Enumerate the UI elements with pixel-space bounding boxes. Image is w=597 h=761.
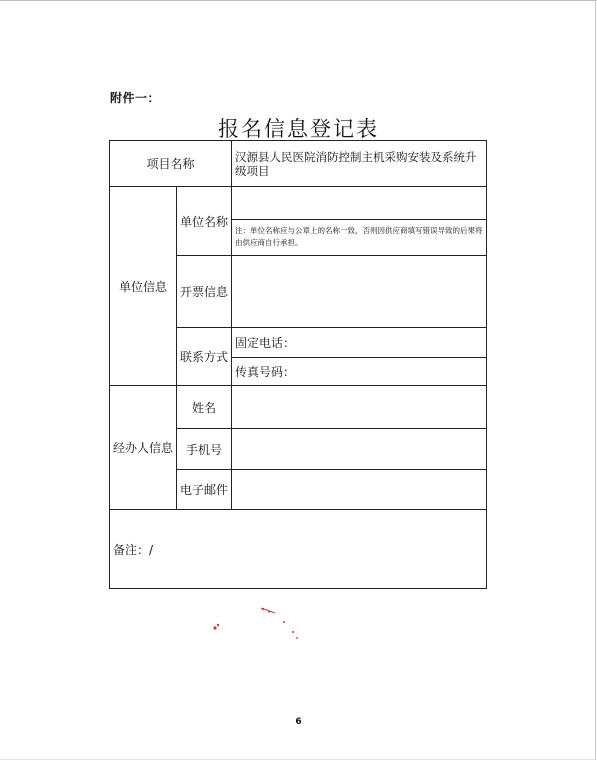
contact-label: 联系方式: [176, 327, 232, 386]
invoice-info-label: 开票信息: [176, 255, 232, 328]
agent-name-field[interactable]: [231, 385, 487, 429]
agent-info-label: 经办人信息: [109, 385, 177, 510]
remark-field[interactable]: 备注：/: [109, 509, 487, 589]
unit-name-field[interactable]: [231, 186, 487, 220]
project-name-value[interactable]: 汉源县人民医院消防控制主机采购安装及系统升级项目: [231, 140, 487, 187]
agent-name-label: 姓名: [176, 385, 232, 429]
mobile-label: 手机号: [176, 428, 232, 470]
phone-field[interactable]: 固定电话：: [231, 327, 487, 358]
unit-name-label: 单位名称: [176, 186, 232, 256]
form-title: 报名信息登记表: [218, 117, 379, 141]
attachment-label: 附件一：: [110, 91, 161, 105]
mobile-field[interactable]: [231, 428, 487, 470]
stamp-fragment: [205, 600, 305, 650]
invoice-info-field[interactable]: [231, 255, 487, 328]
unit-info-label: 单位信息: [109, 186, 177, 386]
unit-name-note: 注：单位名称应与公章上的名称一致，否则因供应商填写错误导致的后果将由供应商自行承担。: [231, 219, 487, 256]
project-name-label: 项目名称: [109, 140, 232, 187]
page-number: 6: [295, 717, 302, 727]
fax-field[interactable]: 传真号码：: [231, 357, 487, 386]
email-label: 电子邮件: [176, 469, 232, 510]
email-field[interactable]: [231, 469, 487, 510]
